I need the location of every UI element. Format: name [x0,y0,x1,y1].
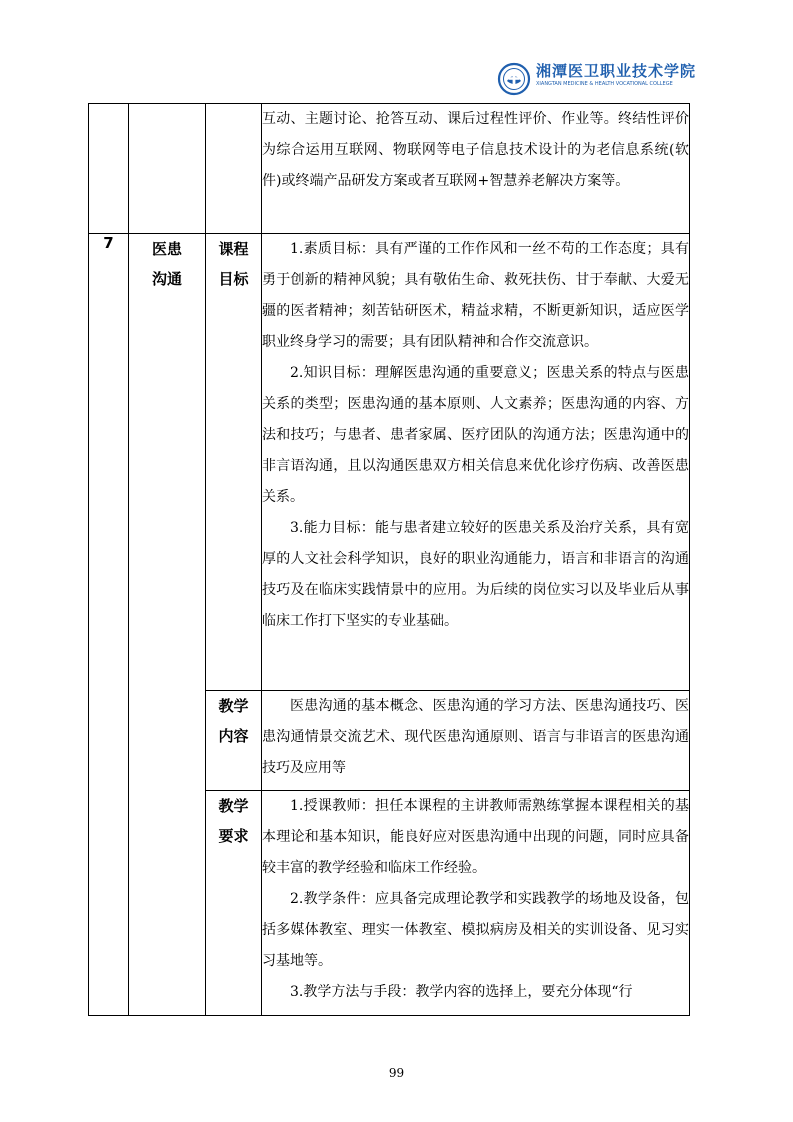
paragraph: 互动、主题讨论、抢答互动、课后过程性评价、作业等。终结性评价为综合运用互联网、物联网等电子信息技术设计的为老信息系统(软件)或终端产品研发方案或者互联网+智慧养老解决方案等。 [262,111,689,189]
page-number: 99 [388,1066,405,1080]
paragraph: 1.授课教师：担任本课程的主讲教师需熟练掌握本课程相关的基本理论和基本知识，能良好应对医患沟通中出现的问题，同时应具备较丰富的教学经验和临床工作经验。 [262,798,689,876]
paragraph: 2.教学条件：应具备完成理论教学和实践教学的场地及设备，包括多媒体教室、理实一体教室、模拟病房及相关的实训设备、见习实习基地等。 [262,891,689,969]
section-label-requirements: 教学要求 [206,791,262,1016]
college-name-cn: 湘潭医卫职业技术学院 [536,62,697,80]
continued-evaluation-text [262,104,690,234]
paragraph: 1.素质目标：具有严谨的工作作风和一丝不苟的工作态度；具有勇于创新的精神风貌；具有敬佑生命、救死扶伤、甘于奉献、大爱无疆的医者精神；刻苦钻研医术，精益求精，不断更新知识，适应医学职业终身学习的需要；具有团队精神和合作交流意识。 [262,241,689,350]
table-row [89,234,690,691]
teaching-content [262,691,690,791]
paragraph: 3.能力目标：能与患者建立较好的医患关系及治疗关系，具有宽厚的人文社会科学知识，良好的职业沟通能力，语言和非语言的沟通技巧及在临床实践情景中的应用。为后续的岗位实习以及毕业后从事临床工作打下坚实的专业基础。 [262,520,689,629]
table-row [89,104,690,234]
college-name-en: XIANGTAN MEDICINE & HEALTH VOCATIONAL COLLEGE [536,81,673,87]
teaching-requirements [262,791,690,1016]
curriculum-table [88,103,690,1016]
cell-empty [129,104,206,234]
objectives-content [262,234,690,691]
course-name: 医患沟通 [129,234,206,1016]
course-number: 7 [89,234,129,1016]
cell-empty [89,104,129,234]
section-label-content: 教学内容 [206,691,262,791]
paragraph: 3.教学方法与手段：教学内容的选择上，要充分体现“行 [290,984,633,1000]
cell-empty [206,104,262,234]
section-label-objectives: 课程目标 [206,234,262,691]
paragraph: 医患沟通的基本概念、医患沟通的学习方法、医患沟通技巧、医患沟通情景交流艺术、现代医患沟通原则、语言与非语言的医患沟通技巧及应用等 [262,698,689,776]
paragraph: 2.知识目标：理解医患沟通的重要意义；医患关系的特点与医患关系的类型；医患沟通的基本原则、人文素养；医患沟通的内容、方法和技巧；与患者、患者家属、医疗团队的沟通方法；医患沟通中的非言语沟通，且以沟通医患双方相关信息来优化诊疗伤病、改善医患关系。 [262,365,689,505]
